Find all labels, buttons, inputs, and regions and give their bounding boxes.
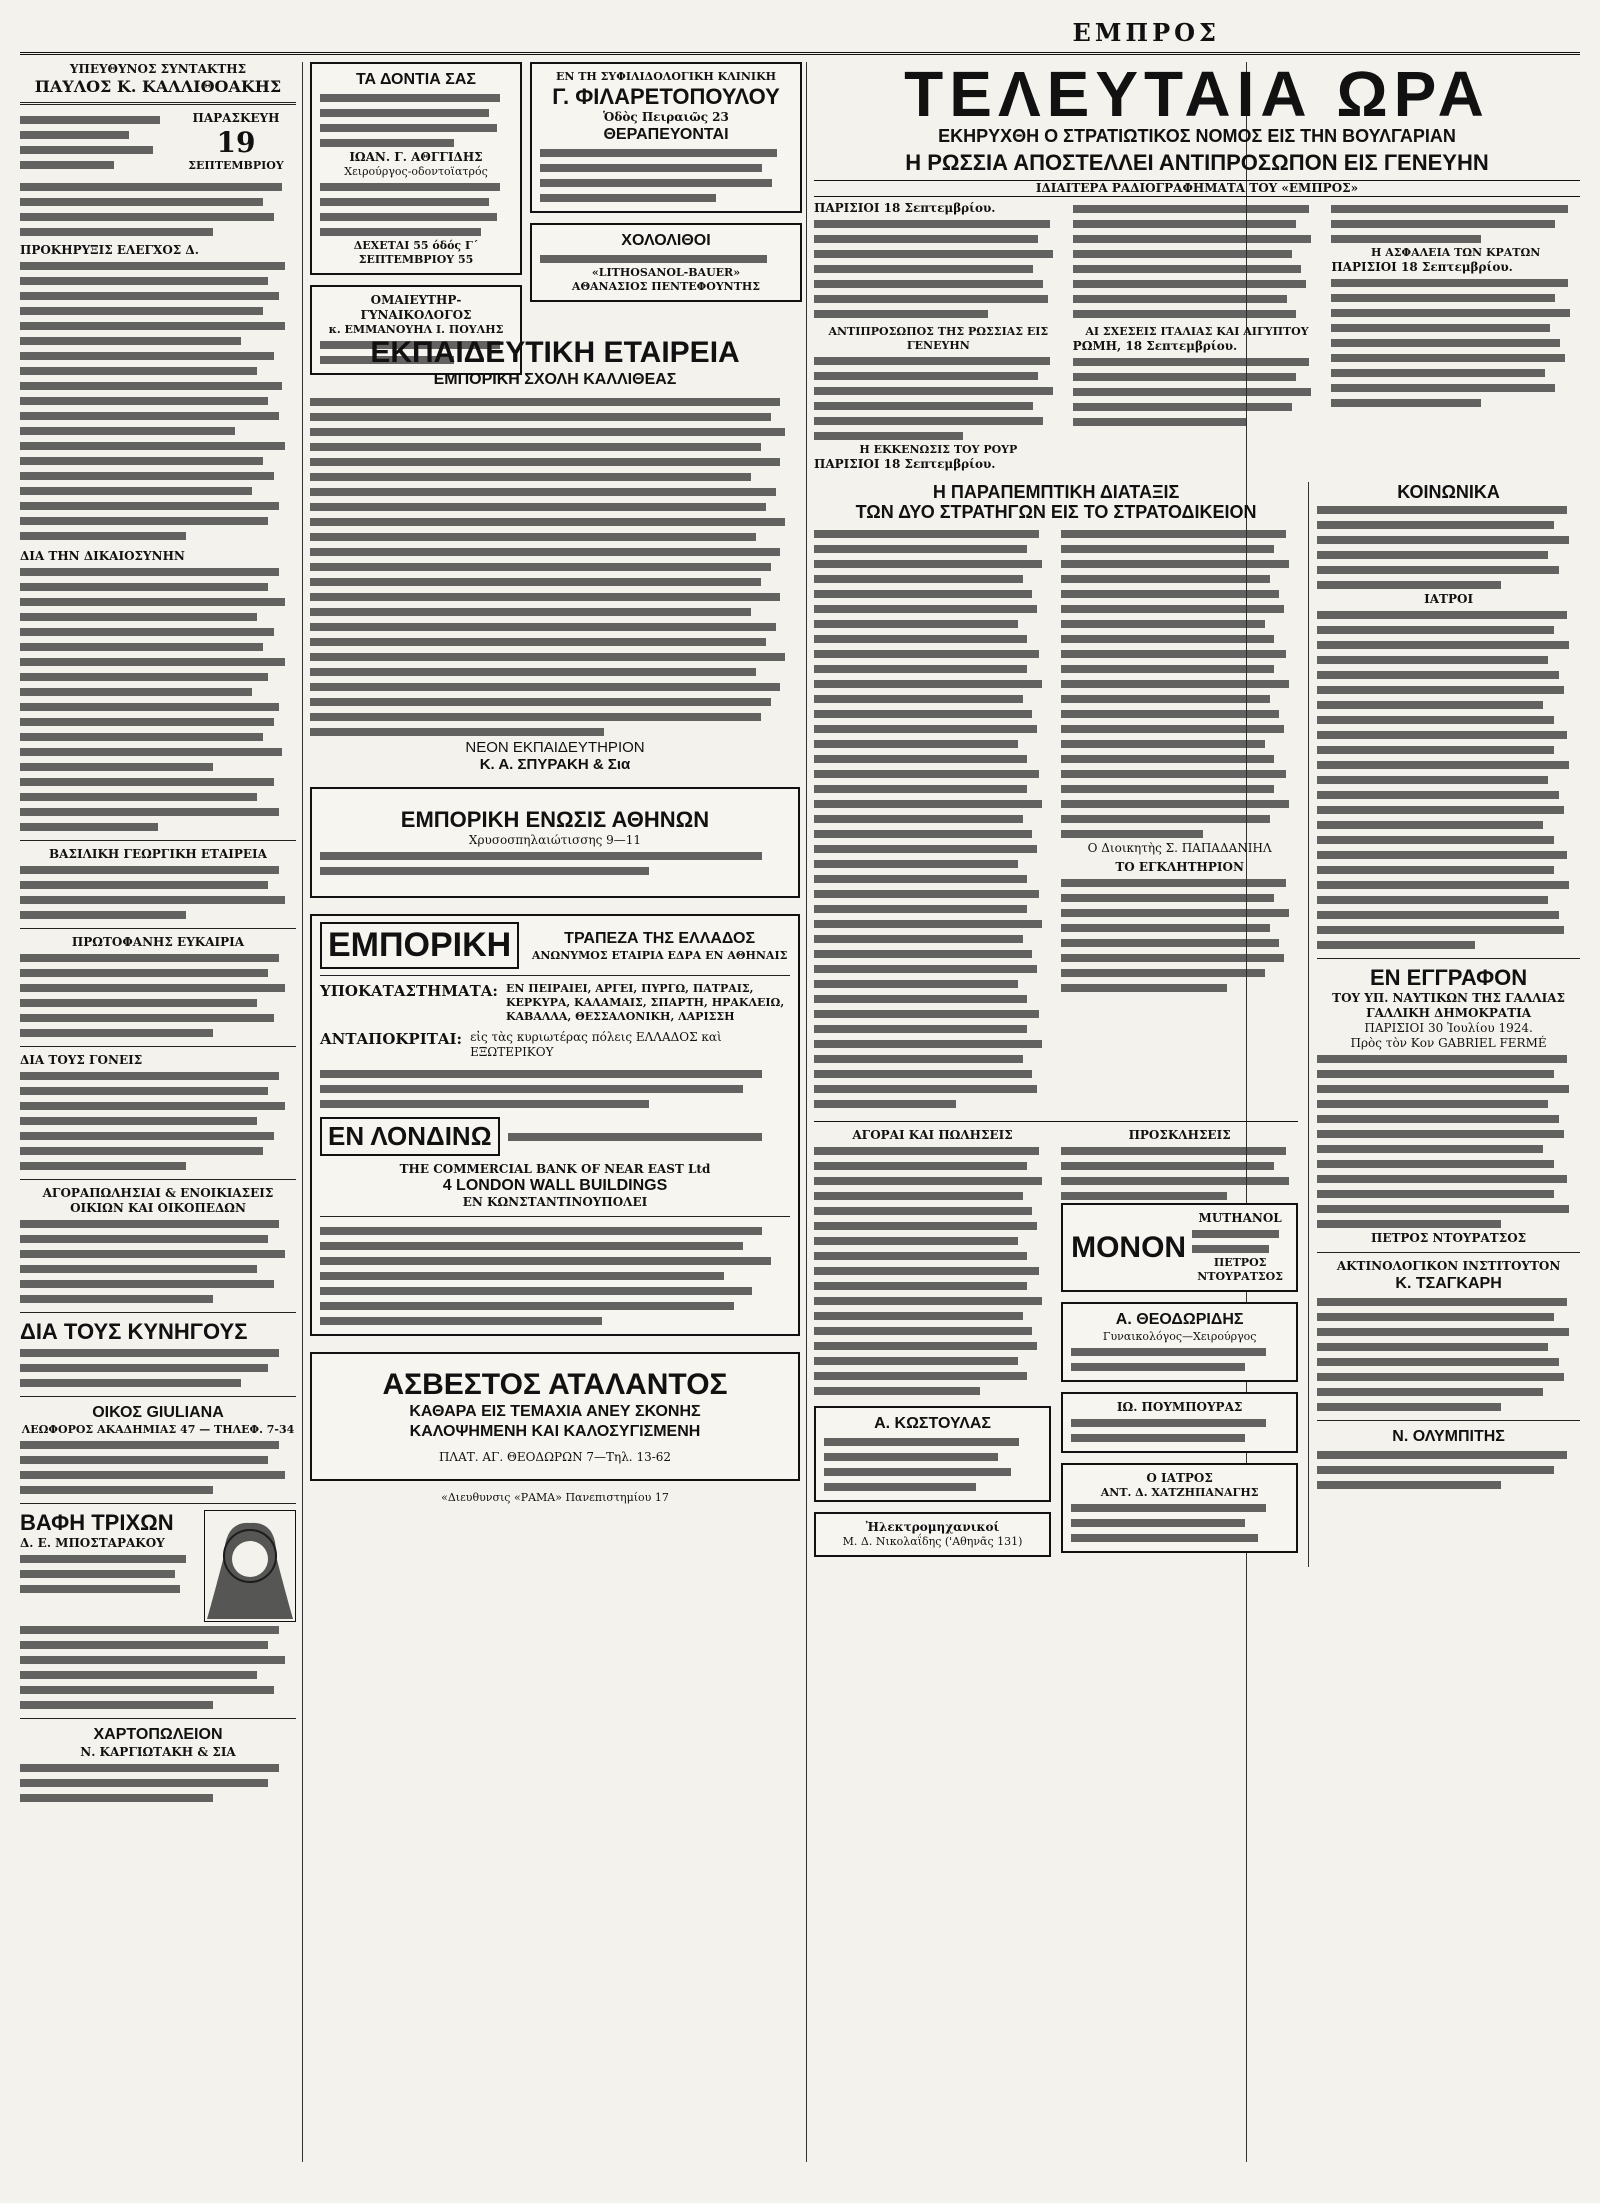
- lime-line-2: ΚΑΛΟΨΗΜΕΝΗ ΚΑΙ ΚΑΛΟΣΥΓΙΣΜΕΝΗ: [409, 1423, 701, 1440]
- doctor-name: ΑΝΤ. Δ. ΧΑΤΖΗΠΑΝΑΓΗΣ: [1100, 1486, 1259, 1499]
- xray-name: Κ. ΤΣΑΓΚΑΡΗ: [1395, 1275, 1502, 1292]
- month-label: ΣΕΠΤΕΜΒΡΙΟΥ: [188, 159, 284, 172]
- dateline-security: ΠΑΡΙΣΙΟΙ 18 Σεπτεμβρίου.: [1331, 260, 1513, 274]
- clinic-cta: ΘΕΡΑΠΕΥΟΝΤΑΙ: [603, 126, 729, 143]
- day-label: ΠΑΡΑΣΚΕΥΗ: [192, 111, 280, 125]
- teeth-ad: [310, 62, 522, 275]
- dateline-ruhr: ΠΑΡΙΣΙΟΙ 18 Σεπτεμβρίου.: [814, 457, 996, 471]
- giuliana-address: ΛΕΩΦΟΡΟΣ ΑΚΑΔΗΜΙΑΣ 47 — ΤΗΛΕΦ. 7-34: [21, 1423, 295, 1436]
- muthanol-name: MUTHANOL: [1198, 1211, 1282, 1225]
- bank-branches-label: ΥΠΟΚΑΤΑΣΤΗΜΑΤΑ:: [320, 982, 498, 1000]
- headline-3: Η ΡΩΣΣΙΑ ΑΠΟΣΤΕΛΛΕΙ ΑΝΤΙΠΡΟΣΩΠΟΝ ΕΙΣ ΓΕΝΕΥΗΝ: [905, 150, 1489, 175]
- document-title-2: ΤΟΥ ΥΠ. ΝΑΥΤΙΚΩΝ ΤΗΣ ΓΑΛΛΙΑΣ: [1332, 991, 1565, 1005]
- muthanol-ad: [1061, 1203, 1298, 1292]
- poumpouras-ad: [1061, 1392, 1298, 1453]
- education-sign-2: Κ. Α. ΣΠΥΡΑΚΗ & Σια: [479, 756, 631, 773]
- headline: ΤΕΛΕΥΤΑΙΑ ΩΡΑ: [904, 58, 1490, 130]
- doctors-title: ΙΑΤΡΟΙ: [1424, 592, 1474, 606]
- kostoulas-ad: [814, 1406, 1051, 1502]
- theodoridis-ad: [1061, 1302, 1298, 1382]
- olympitis-name: Ν. ΟΛΥΜΠΙΤΗΣ: [1392, 1428, 1505, 1445]
- subhead-ruhr: Η ΕΚΚΕΝΩΣΙΣ ΤΟΥ ΡΟΥΡ: [859, 443, 1018, 456]
- union-ad: [310, 787, 800, 898]
- document-recipient: Πρὸς τὸν Κον GABRIEL FERMÉ: [1350, 1036, 1547, 1050]
- teeth-ad-column: [310, 62, 522, 336]
- left-column: [20, 62, 296, 2162]
- section-heading: ΠΡΩΤΟΦΑΝΗΣ ΕΥΚΑΙΡΙΑ: [71, 935, 245, 949]
- date-number: 19: [216, 126, 256, 159]
- dentist-hours: ΔΕΧΕΤΑΙ 55 όδός Γ΄ ΣΕΠΤΕΜΒΡΙΟΥ 55: [353, 239, 479, 266]
- document-signature: ΠΕΤΡΟΣ ΝΤΟΥΡΑΤΣΟΣ: [1371, 1231, 1527, 1245]
- section-heading: ΔΙΑ ΤΟΥΣ ΓΟΝΕΙΣ: [20, 1053, 143, 1067]
- bank-big-title: ΕΜΠΟΡΙΚΗ: [320, 922, 519, 969]
- teeth-title: ΤΑ ΔΟΝΤΙΑ ΣΑΣ: [355, 71, 477, 88]
- news-area: [814, 58, 1580, 2162]
- muthanol-agent: ΠΕΤΡΟΣ ΝΤΟΥΡΑΤΣΟΣ: [1197, 1256, 1284, 1283]
- clinic-ad: [530, 62, 802, 213]
- union-address: Χρυσοσπηλαιώτισσης 9—11: [468, 833, 642, 847]
- editor-name: ΠΑΥΛΟΣ Κ. ΚΑΛΛΙΘΟΑΚΗΣ: [34, 77, 282, 96]
- monon-label: ΜΟΝΟΝ: [1071, 1230, 1187, 1264]
- hunters-title: ΔΙΑ ΤΟΥΣ ΚΥΝΗΓΟΥΣ: [20, 1319, 248, 1344]
- theodoridis-name: Α. ΘΕΟΔΩΡΙΔΗΣ: [1115, 1311, 1244, 1328]
- document-republic: ΓΑΛΛΙΚΗ ΔΗΜΟΚΡΑΤΙΑ: [1366, 1006, 1532, 1020]
- clinic-label: ΕΝ ΤΗ ΣΥΦΙΛΙΔΟΛΟΓΙΚΗ ΚΛΙΝΙΚΗ: [555, 70, 777, 83]
- document-date: ΠΑΡΙΣΙΟΙ 30 Ἰουλίου 1924.: [1364, 1021, 1533, 1035]
- education-title: ΕΚΠΑΙΔΕΥΤΙΚΗ ΕΤΑΙΡΕΙΑ: [370, 336, 740, 369]
- london-label: ΕΝ ΛΟΝΔΙΝΩ: [320, 1117, 500, 1156]
- electro-name: Μ. Δ. Νικολαΐδης ('Αθηνᾶς 131): [842, 1535, 1023, 1548]
- giuliana-title: ΟΙΚΟΣ GIULIANA: [92, 1404, 224, 1421]
- lime-line-1: ΚΑΘΑΡΑ ΕΙΣ ΤΕΜΑΧΙΑ ΑΝΕΥ ΣΚΟΝΗΣ: [409, 1403, 701, 1420]
- section-heading: ΠΡΟΚΗΡΥΞΙΣ ΕΛΕΓΧΟΣ Δ.: [20, 243, 199, 257]
- lime-title: ΑΣΒΕΣΤΟΣ ΑΤΑΛΑΝΤΟΣ: [382, 1368, 728, 1401]
- document-title-1: ΕΝ ΕΓΓΡΑΦΟΝ: [1369, 965, 1528, 990]
- poumpouras-name: ΙΩ. ΠΟΥΜΠΟΥΡΑΣ: [1116, 1400, 1243, 1414]
- electro-ad: [814, 1512, 1051, 1557]
- subhead-rep: ΑΝΤΙΠΡΟΣΩΠΟΣ ΤΗΣ ΡΩΣΣΙΑΣ ΕΙΣ ΓΕΝΕΥΗΝ: [828, 325, 1049, 352]
- union-title: ΕΜΠΟΡΙΚΗ ΕΝΩΣΙΣ ΑΘΗΝΩΝ: [400, 807, 710, 832]
- woman-portrait-icon: [204, 1510, 296, 1622]
- paper-shop-title: ΧΑΡΤΟΠΩΛΕΙΟΝ: [93, 1726, 223, 1743]
- obgyn-name: κ. ΕΜΜΑΝΟΥΗΛ Ι. ΠΟΥΛΗΣ: [328, 323, 504, 336]
- lime-address: ΠΛΑΤ. ΑΓ. ΘΕΟΔΩΡΩΝ 7—Τηλ. 13-62: [438, 1450, 672, 1464]
- clinic-ad-column: [530, 62, 802, 322]
- dateline: ΠΑΡΙΣΙΟΙ 18 Σεπτεμβρίου.: [814, 201, 996, 215]
- headline-2: ΕΚΗΡΥΧΘΗ Ο ΣΤΡΑΤΙΩΤΙΚΟΣ ΝΟΜΟΣ ΕΙΣ ΤΗΝ ΒΟΥΛΓΑΡΙΑΝ: [938, 126, 1456, 146]
- london-constantinople: ΕΝ ΚΩΝΣΤΑΝΤΙΝΟΥΠΟΛΕΙ: [462, 1195, 648, 1209]
- paper-shop-name: Ν. ΚΑΡΓΙΩΤΑΚΗ & ΣΙΑ: [80, 1745, 236, 1759]
- hair-dye-name: Δ. Ε. ΜΠΟΣΤΑΡΑΚΟΥ: [20, 1536, 165, 1550]
- section-heading: ΔΙΑ ΤΗΝ ΔΙΚΑΙΟΣΥΝΗΝ: [20, 549, 185, 563]
- column-rule: [302, 62, 303, 2162]
- section-heading: ΒΑΣΙΛΙΚΗ ΓΕΩΡΓΙΚΗ ΕΤΑΙΡΕΙΑ: [49, 847, 267, 861]
- gallstones-agent: ΑΘΑΝΑΣΙΟΣ ΠΕΝΤΕΦΟΥΝΤΗΣ: [571, 280, 761, 293]
- xray-title: ΑΚΤΙΝΟΛΟΓΙΚΟΝ ΙΝΣΤΙΤΟΥΤΟΝ: [1336, 1259, 1561, 1273]
- dentist-role: Χειρούργος-οδοντοϊατρός: [344, 165, 488, 178]
- hair-dye-title: ΒΑΦΗ ΤΡΙΧΩΝ: [20, 1510, 174, 1535]
- date-block: [176, 111, 296, 173]
- court-headline-2: ΤΩΝ ΔΥΟ ΣΤΡΑΤΗΓΩΝ ΕΙΣ ΤΟ ΣΤΡΑΤΟΔΙΚΕΙΟΝ: [855, 502, 1257, 522]
- clinic-name: Γ. ΦΙΛΑΡΕΤΟΠΟΥΛΟΥ: [552, 84, 780, 109]
- column-rule: [806, 62, 807, 2162]
- clinic-address: Ὁδὸς Πειραιῶς 23: [603, 110, 729, 124]
- gallstones-title: ΧΟΛΟΛΙΘΟΙ: [621, 232, 711, 249]
- gallstones-ad: [530, 223, 802, 302]
- kostoulas-name: Α. ΚΩΣΤΟΥΛΑΣ: [874, 1415, 992, 1432]
- obgyn-title: ΟΜΑΙΕΥΤΗΡ-ΓΥΝΑΙΚΟΛΟΓΟΣ: [360, 293, 472, 322]
- bank-subtitle: ΑΝΩΝΥΜΟΣ ΕΤΑΙΡΙΑ ΕΔΡΑ ΕΝ ΑΘΗΝΑΙΣ: [531, 948, 788, 962]
- london-bank: THE COMMERCIAL BANK OF NEAR EAST Ltd: [399, 1162, 711, 1176]
- editor-label: ΥΠΕΥΘΥΝΟΣ ΣΥΝΤΑΚΤΗΣ: [69, 62, 247, 76]
- electro-title: Ἠλεκτρομηχανικοί: [865, 1520, 1000, 1534]
- printer-footer: «Διευθυνσις «ΡΑΜΑ» Πανεπιστημίου 17: [441, 1491, 669, 1504]
- bank-correspondents: εἰς τὰς κυριωτέρας πόλεις ΕΛΛΑΔΟΣ καὶ ΕΞΩΤΕΡΙΚΟΥ: [470, 1030, 722, 1059]
- bank-name: ΤΡΑΠΕΖΑ ΤΗΣ ΕΛΛΑΔΟΣ: [564, 929, 756, 947]
- london-address: 4 LONDON WALL BUILDINGS: [442, 1177, 668, 1194]
- newspaper-page: [20, 18, 1580, 2168]
- bank-correspondents-label: ΑΝΤΑΠΟΚΡΙΤΑΙ:: [320, 1030, 463, 1048]
- subhead-italy-egypt: ΑΙ ΣΧΕΣΕΙΣ ΙΤΑΛΙΑΣ ΚΑΙ ΑΙΓΥΠΤΟΥ: [1085, 325, 1309, 338]
- bank-branches: ΕΝ ΠΕΙΡΑΙΕΙ, ΑΡΓΕΙ, ΠΥΡΓΩ, ΠΑΤΡΑΙΣ, ΚΕΡΚΥΡΑ, ΚΑΛΑΜΑΙΣ, ΣΠΑΡΤΗ, ΗΡΑΚΛΕΙΩ, ΚΑΒΑΛΛΑ, ΘΕΣΣΑΛΟΝΙΚΗ, ΛΑΡΙΣΣΗ: [505, 982, 785, 1023]
- court-subhead: ΤΟ ΕΓΚΛΗΤΗΡΙΟΝ: [1115, 860, 1244, 874]
- buy-sell-title: ΑΓΟΡΑΙ ΚΑΙ ΠΩΛΗΣΕΙΣ: [852, 1128, 1013, 1142]
- left-intro-text: [20, 112, 176, 172]
- invites-title: ΠΡΟΣΚΛΗΣΕΙΣ: [1128, 1128, 1231, 1142]
- gallstones-product: «LITHOSANOL-BAUER»: [591, 266, 741, 279]
- wire-label: ΙΔΙΑΙΤΕΡΑ ΡΑΔΙΟΓΡΑΦΗΜΑΤΑ ΤΟΥ «ΕΜΠΡΟΣ»: [814, 180, 1580, 197]
- dentist-name: ΙΩΑΝ. Γ. ΑΘΓΓΙΔΗΣ: [349, 150, 483, 164]
- dateline-rome: ΡΩΜΗ, 18 Σεπτεμβρίου.: [1072, 339, 1238, 353]
- doctor-ad: [1061, 1463, 1298, 1553]
- court-headline-1: Η ΠΑΡΑΠΕΜΠΤΙΚΗ ΔΙΑΤΑΞΙΣ: [932, 482, 1180, 502]
- middle-ads: [310, 336, 800, 2166]
- social-title: ΚΟΙΝΩΝΙΚΑ: [1397, 482, 1500, 502]
- subhead-security: Η ΑΣΦΑΛΕΙΑ ΤΩΝ ΚΡΑΤΩΝ: [1371, 246, 1541, 259]
- masthead-name: ΕΜΠΡΟΣ: [1072, 18, 1220, 47]
- section-heading: ΑΓΟΡΑΠΩΛΗΣΙΑΙ & ΕΝΟΙΚΙΑΣΕΙΣ ΟΙΚΙΩΝ ΚΑΙ ΟΙΚΟΠΕΔΩΝ: [42, 1186, 274, 1215]
- masthead: [20, 18, 1580, 55]
- theodoridis-role: Γυναικολόγος—Χειρούργος: [1102, 1330, 1257, 1343]
- court-signature: Ο Διοικητὴς Σ. ΠΑΠΑΔΑΝΙΗΛ: [1087, 841, 1272, 855]
- lime-ad: [310, 1352, 800, 1481]
- education-sign-1: ΝΕΟΝ ΕΚΠΑΙΔΕΥΤΗΡΙΟΝ: [465, 739, 645, 756]
- education-subtitle: ΕΜΠΟΡΙΚΗ ΣΧΟΛΗ ΚΑΛΛΙΘΕΑΣ: [433, 371, 677, 388]
- education-ad: [310, 336, 800, 773]
- doctor-title: Ο ΙΑΤΡΟΣ: [1146, 1471, 1213, 1485]
- bank-ad: [310, 914, 800, 1336]
